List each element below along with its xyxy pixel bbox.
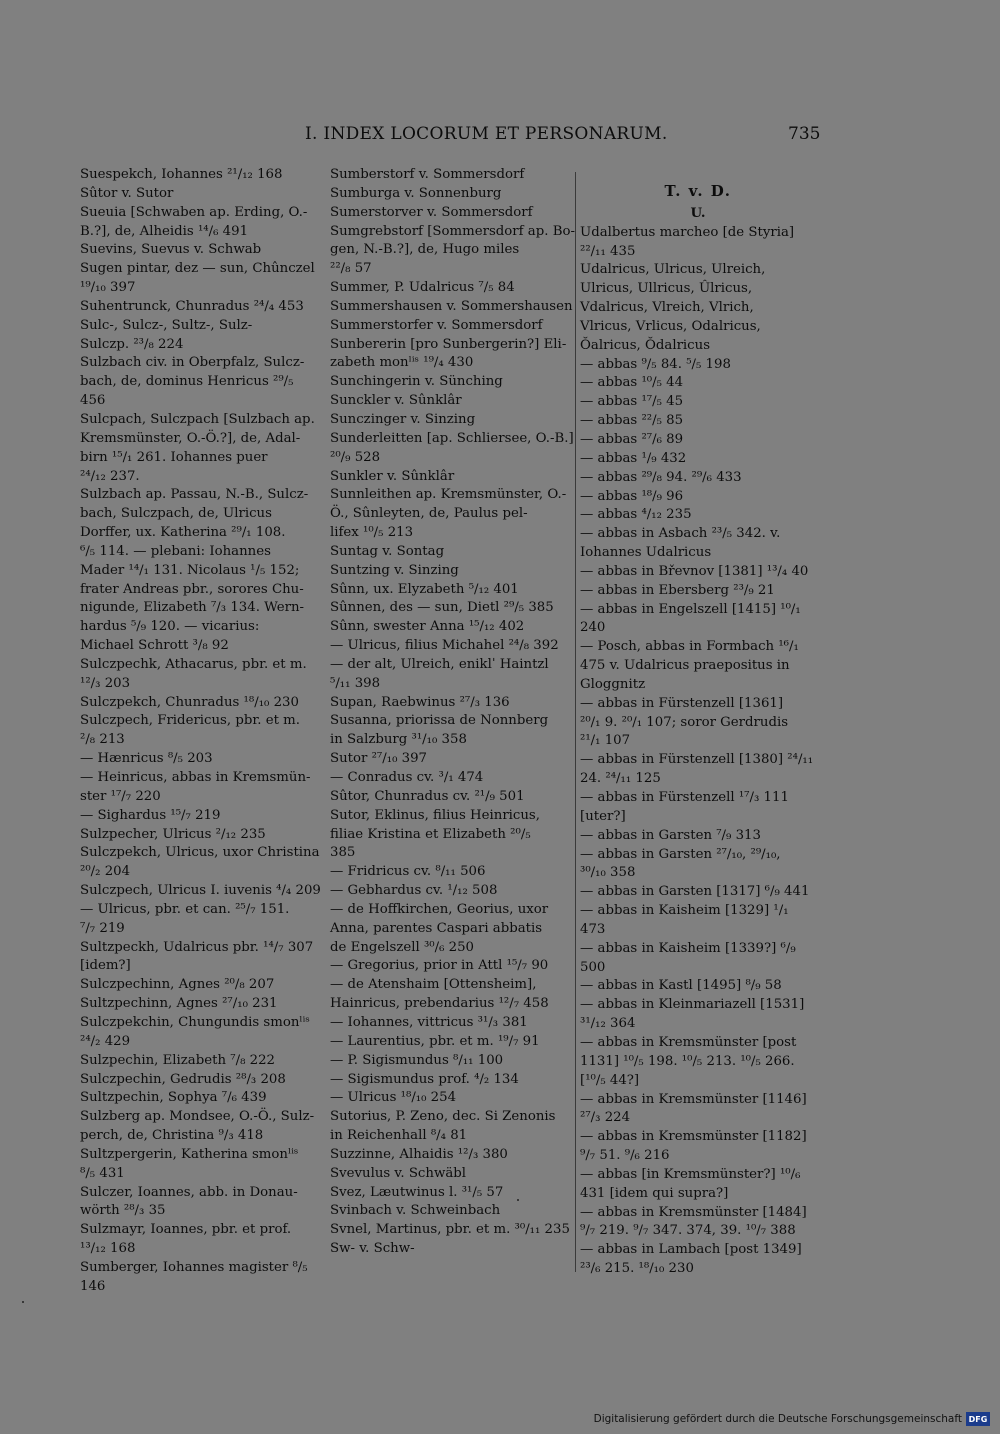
index-entry-line: 456 <box>80 393 106 409</box>
index-entry-line: Sultzpeckh, Udalricus pbr. ¹⁴/₇ 307 <box>80 939 314 955</box>
index-entry-line: ster ¹⁷/₇ 220 <box>80 788 161 804</box>
index-entry-line: — Posch, abbas in Formbach ¹⁶/₁ <box>580 639 799 655</box>
index-entry-line: Susanna, priorissa de Nonnberg <box>330 713 549 729</box>
index-entry-line: — Heinricus, abbas in Kremsmün- <box>80 770 311 785</box>
page-footer <box>594 1410 990 1428</box>
index-entry-line: ²⁷/₃ 224 <box>580 1110 631 1126</box>
index-entry-line: Sultzpechinn, Agnes ²⁷/₁₀ 231 <box>80 996 278 1012</box>
index-entry-line: Summerstorfer v. Sommersdorf <box>330 317 543 333</box>
index-entry-line: in Salzburg ³¹/₁₀ 358 <box>330 732 467 748</box>
index-entry-line: Gloggnitz <box>580 676 646 692</box>
index-entry-line: — abbas in Fürstenzell [1380] ²⁴/₁₁ <box>580 752 814 768</box>
index-entry-line: — Ulricus, filius Michahel ²⁴/₈ 392 <box>330 638 559 654</box>
index-entry-line: — abbas in Garsten ²⁷/₁₀, ²⁹/₁₀, <box>580 846 781 862</box>
index-entry-line: Sulzberg ap. Mondsee, O.-Ö., Sulz- <box>80 1109 315 1125</box>
index-entry-line: — abbas ¹/₉ 432 <box>580 450 687 466</box>
index-entry-line: ⁷/₇ 219 <box>80 920 125 936</box>
index-entry-line: B.?], de, Alheidis ¹⁴/₆ 491 <box>80 223 249 239</box>
index-entry-line: — Ulricus, pbr. et can. ²⁵/₇ 151. <box>80 901 290 917</box>
index-entry-line: — abbas in Kremsmünster [1182] <box>580 1129 807 1145</box>
index-entry-line: Sumerstorver v. Sommersdorf <box>330 204 533 220</box>
index-entry-line: Sunderleitten [ap. Schliersee, O.-B.] <box>330 430 574 446</box>
index-entry-line: Sulzmayr, Ioannes, pbr. et prof. <box>80 1222 292 1238</box>
index-entry-line: — abbas in Fürstenzell ¹⁷/₃ 111 <box>580 790 789 805</box>
index-column-2 <box>330 166 575 1259</box>
index-entry-line: Sunbererin [pro Sunbergerin?] Eli- <box>330 336 567 352</box>
index-entry-line: Sûtor, Chunradus cv. ²¹/₉ 501 <box>330 788 525 804</box>
section-heading: U. <box>690 205 706 221</box>
index-entry-line: — Sigismundus prof. ⁴/₂ 134 <box>330 1071 519 1087</box>
index-entry-line: Svevulus v. Schwäbl <box>330 1165 467 1181</box>
index-entry-line: Sulzpechin, Elizabeth ⁷/₈ 222 <box>80 1052 275 1068</box>
index-entry-line: Supan, Raebwinus ²⁷/₃ 136 <box>330 694 510 710</box>
index-entry-line: Michael Schrott ³/₈ 92 <box>80 638 229 654</box>
index-entry-line: Svnel, Martinus, pbr. et m. ³⁰/₁₁ 235 <box>330 1222 570 1238</box>
index-entry-line: — abbas in Kremsmünster [1484] <box>580 1204 807 1220</box>
index-entry-line: — Gebhardus cv. ¹/₁₂ 508 <box>330 883 498 899</box>
index-entry-line: ¹²/₃ 203 <box>80 675 131 691</box>
index-entry-line: ²⁰/₉ 528 <box>330 449 381 465</box>
index-entry-line: Sulczp. ²³/₈ 224 <box>80 336 184 352</box>
index-entry-line: — abbas in Kaisheim [1329] ¹/₁ <box>580 903 789 919</box>
page-title: I. INDEX LOCORUM ET PERSONARUM. <box>305 124 668 144</box>
index-entry-line: Sulzpecher, Ulricus ²/₁₂ 235 <box>80 826 266 842</box>
index-entry-line: Ulricus, Ullricus, Ûlricus, <box>580 281 753 297</box>
index-entry-line: Sulcpach, Sulczpach [Sulzbach ap. <box>80 411 315 427</box>
index-entry-line: [idem?] <box>80 958 131 974</box>
column-divider <box>575 172 576 1272</box>
index-entry-line: Sutor, Eklinus, filius Heinricus, <box>330 807 540 823</box>
index-column-1 <box>80 166 321 1297</box>
index-entry-line: ⁹/₇ 51. ⁹/₆ 216 <box>580 1148 670 1164</box>
index-entry-line: — Gregorius, prior in Attl ¹⁵/₇ 90 <box>330 958 549 974</box>
index-column-3 <box>580 166 816 1279</box>
index-entry-line: in Reichenhall ⁸/₄ 81 <box>330 1128 468 1144</box>
index-entry-line: Suespekch, Iohannes ²¹/₁₂ 168 <box>80 167 283 182</box>
index-entry-line: Sutorius, P. Zeno, dec. Si Zenonis <box>330 1109 556 1125</box>
index-entry-line: bach, Sulczpach, de, Ulricus <box>80 506 272 522</box>
index-entry-line: 146 <box>80 1278 106 1294</box>
index-entry-line: — abbas ²²/₅ 85 <box>580 413 684 429</box>
index-entry-line: ²⁴/₁₂ 237. <box>80 468 140 484</box>
index-entry-line: — abbas in Engelszell [1415] ¹⁰/₁ <box>580 601 801 617</box>
index-entry-line: — abbas in Břevnov [1381] ¹³/₄ 40 <box>580 563 809 579</box>
index-entry-line: — abbas ⁹/₅ 84. ⁵/₅ 198 <box>580 356 731 372</box>
index-entry-line: Sûtor v. Sutor <box>80 185 174 201</box>
dfg-logo: DFG <box>966 1412 990 1426</box>
index-entry-line: ⁵/₁₁ 398 <box>330 675 381 691</box>
index-entry-line: — de Hoffkirchen, Georius, uxor <box>330 901 549 917</box>
page-number: 735 <box>788 124 821 144</box>
index-entry-line: 431 [idem qui supra?] <box>580 1185 729 1201</box>
index-entry-line: — abbas in Kremsmünster [post <box>580 1034 797 1050</box>
index-entry-line: Svez, Læutwinus l. ³¹/₅ 57 <box>330 1184 504 1200</box>
index-entry-line: — abbas ⁴/₁₂ 235 <box>580 507 692 523</box>
index-entry-line: — abbas ¹⁷/₅ 45 <box>580 394 684 410</box>
index-entry-line: — abbas in Garsten ⁷/₉ 313 <box>580 827 761 843</box>
index-entry-line: perch, de, Christina ⁹/₃ 418 <box>80 1128 264 1144</box>
index-entry-line: Sulczpekch, Ulricus, uxor Christina <box>80 845 320 861</box>
index-entry-line: — Fridricus cv. ⁸/₁₁ 506 <box>330 864 486 880</box>
index-entry-line: Sugen pintar, dez — sun, Chûnczel <box>80 261 315 277</box>
index-entry-line: — abbas in Garsten [1317] ⁶/₉ 441 <box>580 884 810 900</box>
index-entry-line: Sûnnen, des — sun, Dietl ²⁹/₅ 385 <box>330 600 554 616</box>
index-entry-line: Sunczinger v. Sinzing <box>330 411 476 427</box>
index-entry-line: — abbas ¹⁸/₉ 96 <box>580 488 684 504</box>
index-entry-line: — Sighardus ¹⁵/₇ 219 <box>80 807 221 823</box>
index-entry-line: Suevins, Suevus v. Schwab <box>80 242 262 258</box>
index-entry-line: — Hænricus ⁸/₅ 203 <box>80 751 213 767</box>
index-entry-line: Sunckler v. Sûnklâr <box>330 393 462 409</box>
index-entry-line: — abbas ²⁷/₆ 89 <box>580 431 684 447</box>
index-entry-line: Sulczpechinn, Agnes ²⁰/₈ 207 <box>80 977 275 993</box>
index-entry-line: 500 <box>580 959 606 975</box>
index-entry-line: Anna, parentes Caspari abbatis <box>330 920 543 936</box>
scan-speck <box>517 1199 519 1201</box>
index-entry-line: Udalricus, Ulricus, Ulreich, <box>580 262 766 278</box>
index-entry-line: wörth ²⁸/₃ 35 <box>80 1203 166 1219</box>
index-entry-line: ²²/₈ 57 <box>330 261 372 277</box>
index-entry-line: 475 v. Udalricus praepositus in <box>580 658 790 674</box>
index-entry-line: Ŏalricus, Ŏdalricus <box>580 337 711 353</box>
index-entry-line: — Iohannes, vittricus ³¹/₃ 381 <box>330 1014 528 1030</box>
index-entry-line: Suzzinne, Alhaidis ¹²/₃ 380 <box>330 1146 508 1162</box>
index-entry-line: — abbas [in Kremsmünster?] ¹⁰/₆ <box>580 1166 801 1182</box>
index-entry-line: Sûnn, ux. Elyzabeth ⁵/₁₂ 401 <box>330 581 519 597</box>
index-entry-line: hardus ⁵/₉ 120. — vicarius: <box>80 619 260 635</box>
index-entry-line: Kremsmünster, O.-Ö.?], de, Adal- <box>80 430 301 446</box>
index-entry-line: ³¹/₁₂ 364 <box>580 1016 636 1032</box>
index-entry-line: — abbas in Ebersberg ²³/₉ 21 <box>580 582 775 598</box>
index-entry-line: — abbas ²⁹/₈ 94. ²⁹/₆ 433 <box>580 469 742 485</box>
index-entry-line: — abbas in Kastl [1495] ⁸/₉ 58 <box>580 978 782 994</box>
scan-speck <box>22 1301 24 1303</box>
index-entry-line: Sulczpech, Fridericus, pbr. et m. <box>80 713 300 729</box>
index-entry-line: Sw- v. Schw- <box>330 1241 415 1257</box>
index-entry-line: [uter?] <box>580 808 626 824</box>
index-entry-line: ²⁴/₂ 429 <box>80 1033 131 1049</box>
index-entry-line: Sulzbach ap. Passau, N.-B., Sulcz- <box>80 487 309 503</box>
index-entry-line: ¹⁹/₁₀ 397 <box>80 280 136 296</box>
index-entry-line: Sulczpech, Ulricus I. iuvenis ⁴/₄ 209 <box>80 883 321 899</box>
index-entry-line: Mader ¹⁴/₁ 131. Nicolaus ¹/₅ 152; <box>80 562 300 578</box>
page-header <box>0 124 1000 148</box>
index-entry-line: Sulczpechk, Athacarus, pbr. et m. <box>80 656 307 672</box>
index-entry-line: — Conradus cv. ³/₁ 474 <box>330 770 484 785</box>
index-entry-line: 240 <box>580 620 606 636</box>
index-entry-line: ¹³/₁₂ 168 <box>80 1241 136 1257</box>
index-entry-line: Suhentrunck, Chunradus ²⁴/₄ 453 <box>80 298 304 314</box>
index-entry-line: 24. ²⁴/₁₁ 125 <box>580 771 661 787</box>
index-entry-line: filiae Kristina et Elizabeth ²⁰/₅ <box>330 826 531 842</box>
index-entry-line: Sûnn, swester Anna ¹⁵/₁₂ 402 <box>330 619 525 635</box>
index-entry-line: birn ¹⁵/₁ 261. Iohannes puer <box>80 449 268 465</box>
index-entry-line: — Ulricus ¹⁸/₁₀ 254 <box>330 1090 457 1106</box>
index-entry-line: Dorffer, ux. Katherina ²⁹/₁ 108. <box>80 525 286 541</box>
index-entry-line: ²¹/₁ 107 <box>580 733 631 749</box>
index-entry-line: Sulczpekch, Chunradus ¹⁸/₁₀ 230 <box>80 694 299 710</box>
index-entry-line: — abbas ¹⁰/₅ 44 <box>580 375 684 391</box>
index-entry-line: — P. Sigismundus ⁸/₁₁ 100 <box>330 1052 504 1068</box>
index-entry-line: Udalbertus marcheo [de Styria] <box>580 224 795 240</box>
index-entry-line: ⁹/₇ 219. ⁹/₇ 347. 374, 39. ¹⁰/₇ 388 <box>580 1223 796 1239</box>
index-entry-line: Suntzing v. Sinzing <box>330 562 459 578</box>
index-entry-line: Sumgrebstorf [Sommersdorf ap. Bo- <box>330 223 575 239</box>
index-entry-line: de Engelszell ³⁰/₆ 250 <box>330 939 475 955</box>
index-entry-line: Vdalricus, Vlreich, Vlrich, <box>580 300 754 316</box>
index-entry-line: — abbas in Kremsmünster [1146] <box>580 1091 807 1107</box>
index-entry-line: Sultzpergerin, Katherina smonˡⁱˢ <box>80 1146 299 1162</box>
index-entry-line: Sulc-, Sulcz-, Sultz-, Sulz- <box>80 317 253 333</box>
index-entry-line: ⁸/₅ 431 <box>80 1165 125 1181</box>
index-entry-line: Sumburga v. Sonnenburg <box>330 185 502 201</box>
index-entry-line: Sunnleithen ap. Kremsmünster, O.- <box>330 487 567 503</box>
index-entry-line: [¹⁰/₅ 44?] <box>580 1072 640 1088</box>
index-entry-line: Iohannes Udalricus <box>580 545 712 561</box>
index-entry-line: nigunde, Elizabeth ⁷/₃ 134. Wern- <box>80 600 305 616</box>
index-entry-line: lifex ¹⁰/₅ 213 <box>330 525 414 541</box>
index-entry-line: Sutor ²⁷/₁₀ 397 <box>330 751 428 767</box>
index-entry-line: ²²/₁₁ 435 <box>580 243 636 259</box>
index-entry-line: ²⁰/₁ 9. ²⁰/₁ 107; soror Gerdrudis <box>580 714 789 730</box>
index-entry-line: Ö., Sûnleyten, de, Paulus pel- <box>330 506 528 522</box>
index-entry-line: — der alt, Ulreich, eniklˈ Haintzl <box>330 656 549 672</box>
index-entry-line: — abbas in Kleinmariazell [1531] <box>580 997 805 1013</box>
index-entry-line: bach, de, dominus Henricus ²⁹/₅ <box>80 374 294 390</box>
index-entry-line: Sumberger, Iohannes magister ⁸/₅ <box>80 1259 308 1275</box>
index-entry-line: Sunchingerin v. Sünching <box>330 374 503 390</box>
index-entry-line: 1131] ¹⁰/₅ 198. ¹⁰/₅ 213. ¹⁰/₅ 266. <box>580 1053 795 1069</box>
index-entry-line: — Laurentius, pbr. et m. ¹⁹/₇ 91 <box>330 1033 540 1049</box>
funding-note: Digitalisierung gefördert durch die Deutsche Forschungsgemeinschaft <box>593 1413 962 1425</box>
index-entry-line: — abbas in Kaisheim [1339?] ⁶/₉ <box>580 940 796 956</box>
index-entry-line: Summer, P. Udalricus ⁷/₅ 84 <box>330 280 515 296</box>
index-entry-line: Svinbach v. Schweinbach <box>330 1203 501 1219</box>
index-entry-line: Sumberstorf v. Sommersdorf <box>330 167 525 182</box>
index-entry-line: ³⁰/₁₀ 358 <box>580 865 636 881</box>
index-entry-line: gen, N.-B.?], de, Hugo miles <box>330 242 520 258</box>
index-entry-line: — abbas in Fürstenzell [1361] <box>580 695 784 711</box>
index-entry-line: ²/₈ 213 <box>80 732 125 748</box>
index-entry-line: Sueuia [Schwaben ap. Erding, O.- <box>80 204 308 220</box>
index-entry-line: Hainricus, prebendarius ¹²/₇ 458 <box>330 996 549 1012</box>
index-entry-line: 385 <box>330 845 356 861</box>
index-entry-line: — de Atenshaim [Ottensheim], <box>330 977 537 993</box>
index-entry-line: Vlricus, Vrlicus, Odalricus, <box>580 318 761 334</box>
index-entry-line: ²⁰/₂ 204 <box>80 864 131 880</box>
index-entry-line: Sulzbach civ. in Oberpfalz, Sulcz- <box>80 355 305 371</box>
index-entry-line: frater Andreas pbr., sorores Chu- <box>80 581 304 597</box>
index-entry-line: Summershausen v. Sommershausen <box>330 298 573 314</box>
index-entry-line: — abbas in Lambach [post 1349] <box>580 1242 802 1258</box>
index-entry-line: 473 <box>580 921 606 937</box>
index-entry-line: Sulczpekchin, Chungundis smonˡⁱˢ <box>80 1014 310 1030</box>
index-entry-line: ⁶/₅ 114. — plebani: Iohannes <box>80 543 271 559</box>
index-entry-line: Sulczpechin, Gedrudis ²⁸/₃ 208 <box>80 1071 286 1087</box>
index-entry-line: ²³/₆ 215. ¹⁸/₁₀ 230 <box>580 1261 694 1277</box>
index-entry-line: Sulczer, Ioannes, abb. in Donau- <box>80 1184 298 1200</box>
index-entry-line: Suntag v. Sontag <box>330 543 445 559</box>
index-entry-line: — abbas in Asbach ²³/₅ 342. v. <box>580 526 781 542</box>
section-heading: T. v. D. <box>664 182 732 200</box>
index-entry-line: Sultzpechin, Sophya ⁷/₆ 439 <box>80 1090 267 1106</box>
index-entry-line: Sunkler v. Sûnklâr <box>330 468 455 484</box>
index-entry-line: zabeth monˡⁱˢ ¹⁹/₄ 430 <box>330 355 474 371</box>
